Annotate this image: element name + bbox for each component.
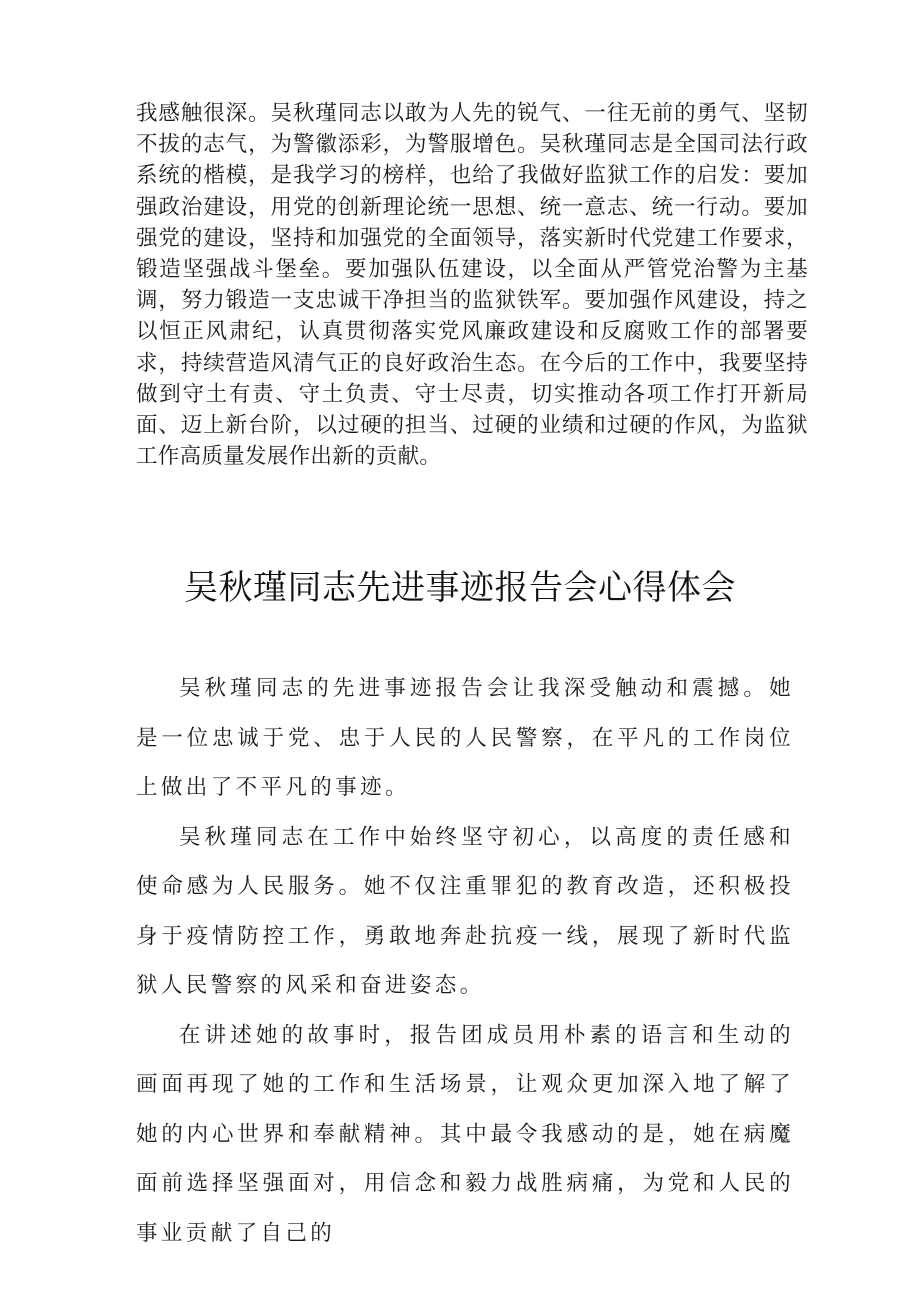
body-paragraph-3: 在讲述她的故事时，报告团成员用朴素的语言和生动的画面再现了她的工作和生活场景，让观众更加深入地了解了她的内心世界和奉献精神。其中最令我感动的是，她在病魔面前选择坚强面对，用信念和毅力战胜病痛，为党和人民的事业贡献了自己的	[136, 1022, 794, 1246]
body-paragraph-2: 吴秋瑾同志在工作中始终坚守初心，以高度的责任感和使命感为人民服务。她不仅注重罪犯的教育改造，还积极投身于疫情防控工作，勇敢地奔赴抗疫一线，展现了新时代监狱人民警察的风采和奋进姿态。	[136, 824, 794, 998]
article-body	[136, 664, 794, 1258]
body-paragraph-1: 吴秋瑾同志的先进事迹报告会让我深受触动和震撼。她是一位忠诚于党、忠于人民的人民警察，在平凡的工作岗位上做出了不平凡的事迹。	[136, 676, 794, 800]
document-title: 吴秋瑾同志先进事迹报告会心得体会	[184, 568, 736, 608]
intro-paragraph: 我感触很深。吴秋瑾同志以敢为人先的锐气、一往无前的勇气、坚韧不拔的志气，为警徽添彩，为警服增色。吴秋瑾同志是全国司法行政系统的楷模，是我学习的榜样，也给了我做好监狱工作的启发：要加强政治建设，用党的创新理论统一思想、统一意志、统一行动。要加强党的建设，坚持和加强党的全面领导，落实新时代党建工作要求，锻造坚强战斗堡垒。要加强队伍建设，以全面从严管党治警为主基调，努力锻造一支忠诚干净担当的监狱铁军。要加强作风建设，持之以恒正风肃纪，认真贯彻落实党风廉政建设和反腐败工作的部署要求，持续营造风清气正的良好政治生态。在今后的工作中，我要坚持做到守土有责、守土负责、守士尽责，切实推动各项工作打开新局面、迈上新台阶，以过硬的担当、过硬的业绩和过硬的作风，为监狱工作高质量发展作出新的贡献。	[136, 101, 808, 470]
